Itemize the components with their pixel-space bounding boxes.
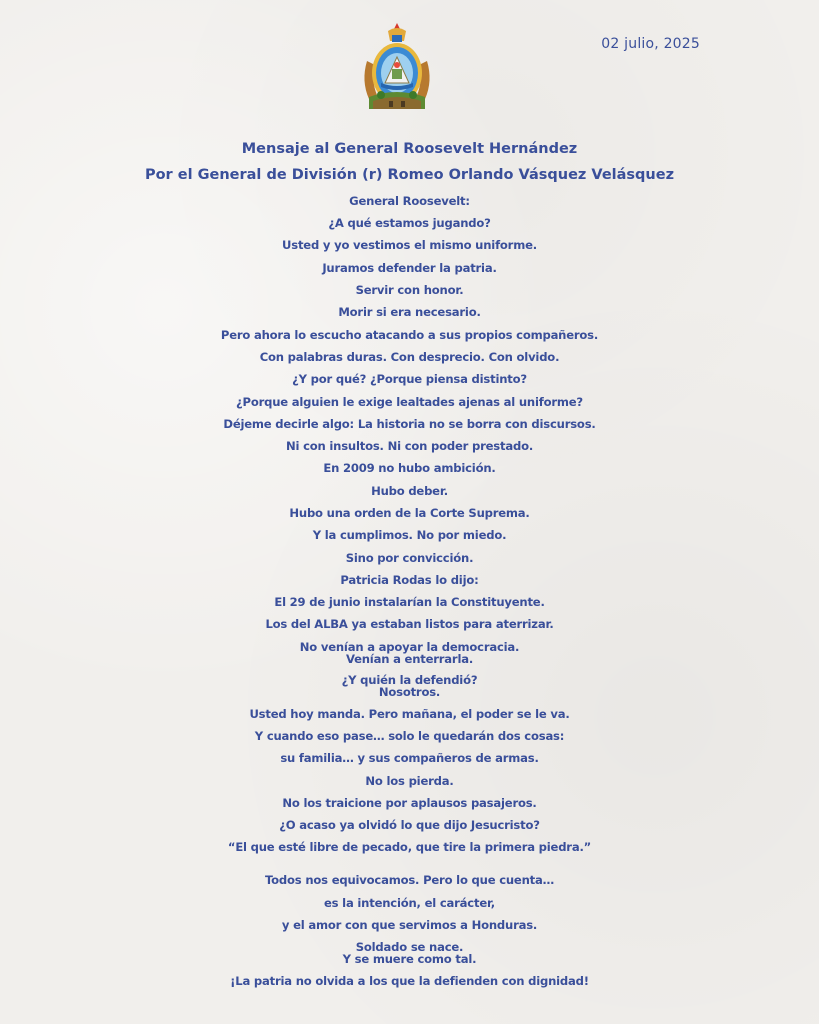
coat-of-arms-emblem [359,21,435,113]
message-line: El 29 de junio instalarían la Constituyente. [274,595,545,609]
message-line: ¡La patria no olvida a los que la defienden con dignidad! [230,974,589,988]
message-line: Soldado se nace. [355,940,464,954]
message-line: Ni con insultos. Ni con poder prestado. [285,439,534,453]
document-date: 02 julio, 2025 [601,36,700,52]
message-line: Sino por convicción. [345,551,474,565]
message-line: En 2009 no hubo ambición. [323,461,496,475]
message-line: No venían a apoyar la democracia. [299,640,520,654]
document-title: Mensaje al General Roosevelt Hernández [241,141,578,157]
message-line: No los traicione por aplausos pasajeros. [282,796,537,810]
message-line: Déjeme decirle algo: La historia no se borra con discursos. [223,417,596,431]
message-line: ¿O acaso ya olvidó lo que dijo Jesucristo? [279,818,540,832]
message-line: ¿Y por qué? ¿Porque piensa distinto? [292,372,527,386]
message-line: Nosotros. [378,685,441,699]
document-subtitle: Por el General de División (r) Romeo Orlando Vásquez Velásquez [144,167,675,183]
message-line: ¿A qué estamos jugando? [328,216,491,230]
message-line: Patricia Rodas lo dijo: [340,573,479,587]
message-line: Morir si era necesario. [338,305,481,319]
message-line: Y la cumplimos. No por miedo. [312,528,507,542]
message-line: No los pierda. [365,774,454,788]
message-line: Con palabras duras. Con desprecio. Con olvido. [259,350,560,364]
message-line: Y cuando eso pase… solo le quedarán dos cosas: [254,729,565,743]
message-line: Venían a enterrarla. [345,652,474,666]
message-line: General Roosevelt: [349,194,470,208]
message-line: ¿Y quién la defendió? [341,673,478,687]
message-line: es la intención, el carácter, [323,896,496,910]
message-line: Los del ALBA ya estaban listos para aterrizar. [265,617,554,631]
message-line: Hubo una orden de la Corte Suprema. [289,506,530,520]
message-line: Y se muere como tal. [342,952,477,966]
message-line: Hubo deber. [371,484,448,498]
message-line: su familia… y sus compañeros de armas. [280,751,539,765]
message-line: Usted y yo vestimos el mismo uniforme. [282,238,537,252]
message-line: ¿Porque alguien le exige lealtades ajenas al uniforme? [236,395,583,409]
message-line: “El que esté libre de pecado, que tire la primera piedra.” [227,840,592,854]
message-line: Usted hoy manda. Pero mañana, el poder se le va. [249,707,570,721]
message-line: Pero ahora lo escucho atacando a sus propios compañeros. [220,328,599,342]
message-line: Todos nos equivocamos. Pero lo que cuenta… [265,873,554,887]
message-line: Juramos defender la patria. [322,261,497,275]
message-line: y el amor con que servimos a Honduras. [281,918,538,932]
message-line: Servir con honor. [355,283,464,297]
